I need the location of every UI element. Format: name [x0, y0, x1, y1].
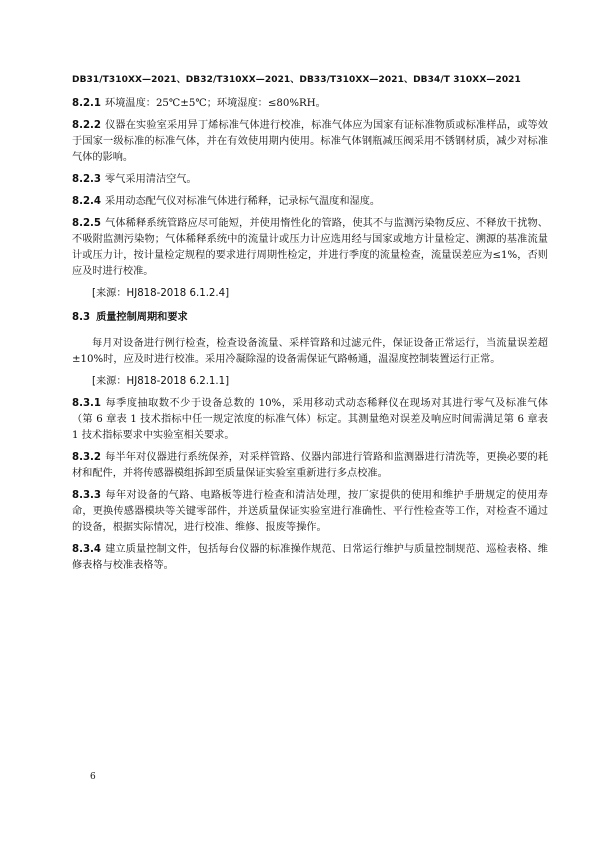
clause-text: 建立质量控制文件，包括每台仪器的标准操作规范、日常运行维护与质量控制规范、巡检表格、维修表格与校准表格等。 — [72, 544, 548, 571]
source-reference: [来源：HJ818-2018 6.2.1.1] — [92, 376, 230, 387]
section-title: 质量控制周期和要求 — [96, 312, 188, 323]
clause-number: 8.3.4 — [72, 544, 102, 555]
clause-text: 每年对设备的气路、电路板等进行检查和清洁处理，按厂家提供的使用和维护手册规定的使用寿命，更换传感器模块等关键零部件，并送质量保证实验室进行准确性、平行性检查等工作，对检查不通过的设备，根据实际情况，进行校准、维修、报废等操作。 — [72, 490, 548, 533]
source-reference: [来源：HJ818-2018 6.1.2.4] — [92, 288, 230, 299]
section-number: 8.3 — [72, 312, 91, 323]
clause-text: 零气采用清洁空气。 — [105, 174, 197, 185]
clause-number: 8.2.3 — [72, 174, 102, 185]
clause-text: 每季度抽取数不少于设备总数的 10%，采用移动式动态稀释仪在现场对其进行零气及标准气体（第 6 章表 1 技术指标中任一规定浓度的标准气体）标定。其测量绝对误差及响应时间需满足第 6 章表 1 技术指标要求中实验室相关要求。 — [72, 398, 548, 441]
clause-text: 仪器在实验室采用异丁烯标准气体进行校准，标准气体应为国家有证标准物质或标准样品，或等效于国家一级标准的标准气体，并在有效使用期内使用。标准气体钢瓶减压阀采用不锈钢材质，减少对标准气体的影响。 — [72, 120, 548, 163]
clause-8-3-2 — [72, 450, 548, 482]
clause-number: 8.2.4 — [72, 196, 102, 207]
clause-8-2-2 — [72, 118, 548, 166]
clause-8-2-4 — [72, 194, 548, 210]
clause-number: 8.3.3 — [72, 490, 102, 501]
clause-8-2-5 — [72, 216, 548, 280]
clause-number: 8.3.2 — [72, 452, 102, 463]
clause-number: 8.2.1 — [72, 98, 102, 109]
clause-number: 8.3.1 — [72, 398, 102, 409]
page-number: 6 — [90, 772, 96, 782]
clause-8-3-3 — [72, 488, 548, 536]
clause-number: 8.2.2 — [72, 120, 102, 131]
clause-8-3-4 — [72, 542, 548, 574]
section-paragraph: 每月对设备进行例行检查，检查设备流量、采样管路和过滤元件，保证设备正常运行，当流量误差超±10%时，应及时进行校准。采用冷凝除湿的设备需保证气路畅通，温湿度控制装置运行正常。 — [72, 338, 548, 365]
section-heading-8-3 — [72, 310, 548, 326]
clause-text: 环境温度：25℃±5℃；环境湿度：≤80%RH。 — [105, 98, 326, 109]
clause-text: 采用动态配气仪对标准气体进行稀释，记录标气温度和湿度。 — [105, 196, 381, 207]
document-body — [72, 96, 548, 580]
clause-number: 8.2.5 — [72, 218, 102, 229]
document-header: DB31/T310XX—2021、DB32/T310XX—2021、DB33/T310XX—2021、DB34/T 310XX—2021 — [72, 75, 521, 85]
clause-text: 气体稀释系统管路应尽可能短，并使用惰性化的管路，使其不与监测污染物反应、不释放干扰物、不吸附监测污染物；气体稀释系统中的流量计或压力计应选用经与国家或地方计量检定、溯源的基准流量计或压力计，按计量检定规程的要求进行周期性检定，并进行季度的流量检查，流量误差应为≤1%，否则应及时进行校准。 — [72, 218, 548, 277]
clause-8-3-1 — [72, 396, 548, 444]
clause-8-2-3 — [72, 172, 548, 188]
clause-8-2-1 — [72, 96, 548, 112]
clause-text: 每半年对仪器进行系统保养，对采样管路、仪器内部进行管路和监测器进行清洗等，更换必要的耗材和配件，并将传感器模组拆卸至质量保证实验室重新进行多点校准。 — [72, 452, 548, 479]
